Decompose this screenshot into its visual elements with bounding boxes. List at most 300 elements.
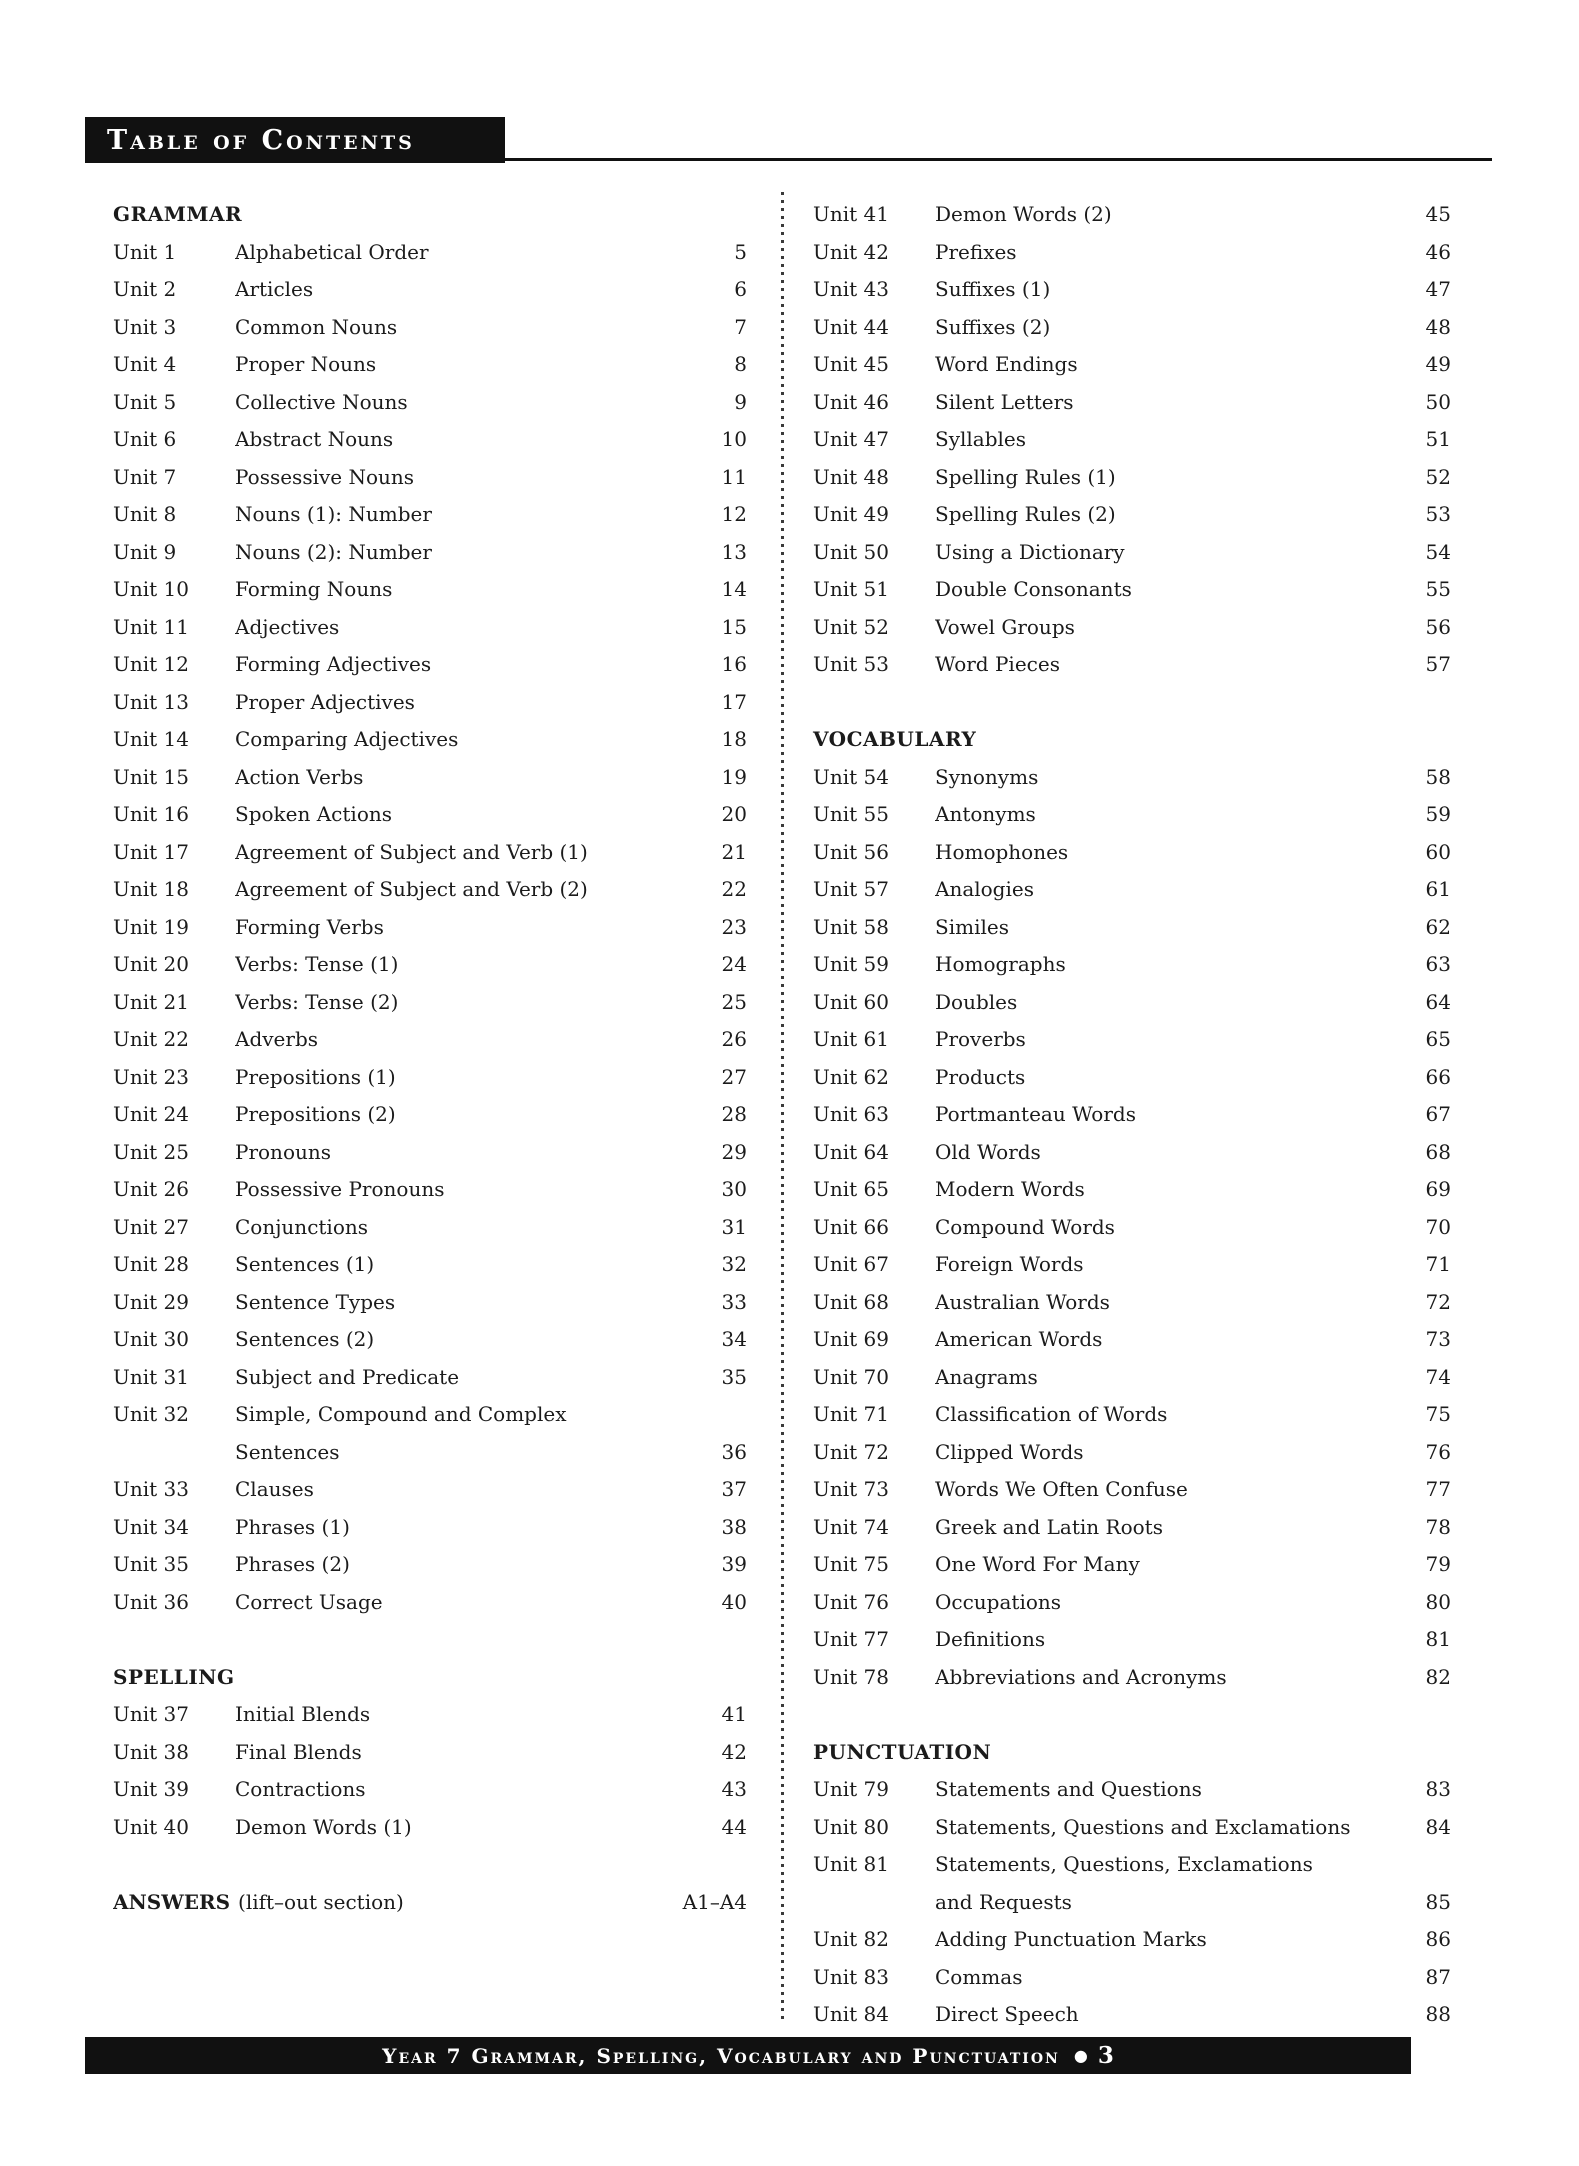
page-number: 9	[734, 389, 747, 414]
unit-label: Unit 2	[113, 277, 177, 301]
unit-label: Unit 5	[113, 389, 177, 414]
toc-entry	[813, 309, 1451, 347]
entry-title: Word Endings	[935, 352, 1078, 376]
unit-label: Unit 44	[813, 314, 889, 339]
entry-title: Antonyms	[935, 802, 1036, 826]
unit-label: Unit 11	[113, 614, 189, 639]
unit-label: Unit 50	[813, 539, 889, 564]
unit-label: Unit 58	[813, 914, 889, 939]
page-number: 20	[721, 802, 747, 826]
page-number: 56	[1425, 614, 1451, 639]
page-number: 53	[1425, 502, 1451, 526]
entry-title: Agreement of Subject and Verb (1)	[235, 839, 588, 864]
footer-bullet-icon: ●	[1073, 2046, 1088, 2065]
unit-label: Unit 8	[113, 502, 177, 526]
unit-label: Unit 47	[813, 427, 889, 451]
entry-title: Collective Nouns	[235, 389, 408, 414]
page-number: 38	[721, 1514, 747, 1539]
page-number: 12	[721, 502, 747, 526]
unit-label: Unit 62	[813, 1064, 889, 1089]
toc-entry	[113, 1734, 747, 1772]
page-number: 43	[721, 1777, 747, 1801]
page-number: 54	[1425, 539, 1451, 564]
unit-label: Unit 21	[113, 989, 189, 1014]
unit-label: Unit 29	[113, 1289, 189, 1314]
unit-label: Unit 43	[813, 277, 889, 301]
toc-entry	[813, 496, 1451, 534]
entry-title: Suffixes (2)	[935, 314, 1051, 339]
toc-entry	[813, 1846, 1451, 1884]
page-number: 73	[1425, 1327, 1451, 1351]
toc-entry	[813, 196, 1451, 234]
toc-entry	[813, 1884, 1451, 1922]
page-number: 74	[1425, 1364, 1451, 1389]
entry-title: Final Blends	[235, 1739, 362, 1764]
page-number: 17	[721, 689, 747, 714]
page-number: 83	[1425, 1777, 1451, 1801]
toc-entry	[813, 459, 1451, 497]
unit-label: Unit 31	[113, 1364, 189, 1389]
toc-entry	[813, 1546, 1451, 1584]
unit-label: Unit 83	[813, 1964, 889, 1989]
unit-label: Unit 6	[113, 427, 177, 451]
answers-title: ANSWERS	[113, 1889, 231, 1914]
unit-label: Unit 25	[113, 1139, 189, 1164]
page-number: 62	[1425, 914, 1451, 939]
unit-label: Unit 78	[813, 1664, 889, 1689]
unit-label: Unit 76	[813, 1589, 889, 1614]
toc-entry	[813, 1584, 1451, 1622]
page-number: 48	[1425, 314, 1451, 339]
page-number: 58	[1425, 764, 1451, 789]
entry-title: Products	[935, 1064, 1026, 1089]
unit-label: Unit 72	[813, 1439, 889, 1464]
entry-title: Anagrams	[935, 1364, 1038, 1389]
page-number: 65	[1425, 1027, 1451, 1051]
unit-label: Unit 19	[113, 914, 189, 939]
page-number: 45	[1425, 202, 1451, 226]
page-number: 46	[1425, 239, 1451, 264]
toc-entry	[813, 534, 1451, 572]
toc-entry	[113, 459, 747, 497]
page-footer	[85, 2037, 1411, 2074]
unit-label: Unit 7	[113, 464, 177, 489]
column-divider	[781, 192, 784, 2024]
entry-title: Statements, Questions and Exclamations	[935, 1814, 1351, 1839]
entry-title: Action Verbs	[235, 764, 364, 789]
toc-entry	[113, 1134, 747, 1172]
entry-title: Articles	[235, 277, 314, 301]
page-number: 88	[1425, 2002, 1451, 2026]
toc-entry	[813, 1059, 1451, 1097]
toc-entry	[113, 1771, 747, 1809]
page-number: 77	[1425, 1477, 1451, 1501]
toc-entry	[113, 421, 747, 459]
toc-entry	[813, 871, 1451, 909]
entry-title: Common Nouns	[235, 314, 398, 339]
entry-title: Conjunctions	[235, 1214, 369, 1239]
toc-entry	[113, 271, 747, 309]
toc-entry	[113, 646, 747, 684]
entry-title: Spelling Rules (2)	[935, 502, 1116, 526]
page-number: 29	[721, 1139, 747, 1164]
toc-entry	[113, 1246, 747, 1284]
page-number: 57	[1425, 652, 1451, 676]
toc-entry	[113, 1696, 747, 1734]
toc-entry	[813, 1359, 1451, 1397]
entry-title: Possessive Pronouns	[235, 1177, 445, 1201]
toc-entry	[813, 1134, 1451, 1172]
entry-title: Proper Nouns	[235, 352, 377, 376]
answers-row	[113, 1884, 747, 1922]
unit-label: Unit 51	[813, 577, 889, 601]
toc-entry	[113, 946, 747, 984]
unit-label: Unit 14	[113, 727, 189, 751]
page-number: 67	[1425, 1102, 1451, 1126]
page-number: 30	[721, 1177, 747, 1201]
toc-left-column	[113, 196, 747, 1921]
page-number: 32	[721, 1252, 747, 1276]
entry-title: Subject and Predicate	[235, 1364, 460, 1389]
section-heading-punctuation: PUNCTUATION	[813, 1739, 992, 1764]
page-number: 55	[1425, 577, 1451, 601]
toc-entry	[813, 796, 1451, 834]
entry-title: Word Pieces	[935, 652, 1060, 676]
toc-entry	[113, 309, 747, 347]
page-number: 22	[721, 877, 747, 901]
toc-entry	[113, 1359, 747, 1397]
toc-entry	[813, 1621, 1451, 1659]
entry-title: Prefixes	[935, 239, 1017, 264]
page-number: 19	[721, 764, 747, 789]
entry-title: Silent Letters	[935, 389, 1074, 414]
toc-entry	[813, 646, 1451, 684]
section-heading-grammar: GRAMMAR	[113, 202, 243, 226]
page-number: 68	[1425, 1139, 1451, 1164]
entry-title: Statements and Questions	[935, 1777, 1202, 1801]
page-number: 61	[1425, 877, 1451, 901]
toc-entry	[813, 909, 1451, 947]
toc-entry	[113, 1059, 747, 1097]
toc-entry	[813, 1396, 1451, 1434]
entry-title: Words We Often Confuse	[935, 1477, 1188, 1501]
entry-title: Correct Usage	[235, 1589, 383, 1614]
unit-label: Unit 46	[813, 389, 889, 414]
page-number: 76	[1425, 1439, 1451, 1464]
entry-title: Phrases (2)	[235, 1552, 350, 1576]
page-number: 16	[721, 652, 747, 676]
toc-entry	[813, 1771, 1451, 1809]
unit-label: Unit 68	[813, 1289, 889, 1314]
unit-label: Unit 64	[813, 1139, 889, 1164]
entry-title: and Requests	[935, 1889, 1072, 1914]
page-title: Table of Contents	[107, 124, 415, 156]
toc-entry	[813, 1246, 1451, 1284]
unit-label: Unit 60	[813, 989, 889, 1014]
entry-title: Syllables	[935, 427, 1027, 451]
unit-label: Unit 74	[813, 1514, 889, 1539]
entry-title: Abstract Nouns	[235, 427, 394, 451]
unit-label: Unit 73	[813, 1477, 889, 1501]
page-number: 64	[1425, 989, 1451, 1014]
entry-title: Adding Punctuation Marks	[935, 1927, 1207, 1951]
entry-title: Prepositions (2)	[235, 1102, 396, 1126]
unit-label: Unit 52	[813, 614, 889, 639]
unit-label: Unit 9	[113, 539, 177, 564]
toc-entry	[113, 1584, 747, 1622]
unit-label: Unit 79	[813, 1777, 889, 1801]
toc-entry	[113, 984, 747, 1022]
unit-label: Unit 45	[813, 352, 889, 376]
page-number: 49	[1425, 352, 1451, 376]
unit-label: Unit 3	[113, 314, 177, 339]
page-number: 87	[1425, 1964, 1451, 1989]
column-spacer	[113, 1846, 747, 1884]
entry-title: Foreign Words	[935, 1252, 1084, 1276]
page-number: 69	[1425, 1177, 1451, 1201]
unit-label: Unit 55	[813, 802, 889, 826]
toc-entry	[813, 1996, 1451, 2034]
toc-entry	[813, 609, 1451, 647]
page-number: 11	[721, 464, 747, 489]
page-number: 40	[721, 1589, 747, 1614]
page-number: 37	[721, 1477, 747, 1501]
page-number: 86	[1425, 1927, 1451, 1951]
toc-entry	[113, 496, 747, 534]
page-number: 85	[1425, 1889, 1451, 1914]
answers-note: (lift–out section)	[238, 1889, 404, 1914]
toc-entry	[113, 384, 747, 422]
page-number: 63	[1425, 952, 1451, 976]
entry-title: Analogies	[935, 877, 1034, 901]
entry-title: Demon Words (1)	[235, 1814, 412, 1839]
page-number: A1–A4	[682, 1889, 747, 1914]
page-number: 80	[1425, 1589, 1451, 1614]
unit-label: Unit 33	[113, 1477, 189, 1501]
toc-entry	[113, 721, 747, 759]
toc-entry	[113, 1809, 747, 1847]
page-number: 23	[721, 914, 747, 939]
toc-entry	[113, 1546, 747, 1584]
entry-title: Old Words	[935, 1139, 1041, 1164]
entry-title: Sentence Types	[235, 1289, 396, 1314]
toc-entry	[813, 421, 1451, 459]
page-number: 26	[721, 1027, 747, 1051]
unit-label: Unit 22	[113, 1027, 189, 1051]
page-number: 27	[721, 1064, 747, 1089]
entry-title: Nouns (2): Number	[235, 539, 432, 564]
unit-label: Unit 28	[113, 1252, 189, 1276]
entry-title: Phrases (1)	[235, 1514, 350, 1539]
toc-entry	[813, 1959, 1451, 1997]
toc-entry	[813, 984, 1451, 1022]
toc-entry	[813, 384, 1451, 422]
entry-title: One Word For Many	[935, 1552, 1140, 1576]
unit-label: Unit 49	[813, 502, 889, 526]
unit-label: Unit 4	[113, 352, 177, 376]
entry-title: Using a Dictionary	[935, 539, 1125, 564]
unit-label: Unit 35	[113, 1552, 189, 1576]
page-number: 78	[1425, 1514, 1451, 1539]
page-number: 14	[721, 577, 747, 601]
toc-entry	[113, 1471, 747, 1509]
unit-label: Unit 48	[813, 464, 889, 489]
unit-label: Unit 13	[113, 689, 189, 714]
entry-title: Spoken Actions	[235, 802, 393, 826]
entry-title: Homographs	[935, 952, 1066, 976]
entry-title: Verbs: Tense (2)	[235, 989, 399, 1014]
toc-entry	[813, 1921, 1451, 1959]
unit-label: Unit 38	[113, 1739, 189, 1764]
page-number: 52	[1425, 464, 1451, 489]
entry-title: Possessive Nouns	[235, 464, 415, 489]
page-number: 34	[721, 1327, 747, 1351]
entry-title: Spelling Rules (1)	[935, 464, 1116, 489]
unit-label: Unit 56	[813, 839, 889, 864]
page-number: 75	[1425, 1402, 1451, 1426]
entry-title: Sentences (1)	[235, 1252, 375, 1276]
unit-label: Unit 71	[813, 1402, 889, 1426]
entry-title: Clauses	[235, 1477, 314, 1501]
unit-label: Unit 70	[813, 1364, 889, 1389]
unit-label: Unit 80	[813, 1814, 889, 1839]
unit-label: Unit 39	[113, 1777, 189, 1801]
column-spacer	[113, 1621, 747, 1659]
toc-entry	[113, 1509, 747, 1547]
entry-title: Portmanteau Words	[935, 1102, 1136, 1126]
entry-title: Forming Verbs	[235, 914, 384, 939]
unit-label: Unit 67	[813, 1252, 889, 1276]
unit-label: Unit 17	[113, 839, 189, 864]
toc-entry	[113, 796, 747, 834]
entry-title: Adjectives	[235, 614, 340, 639]
page-number: 28	[721, 1102, 747, 1126]
page-number: 81	[1425, 1627, 1451, 1651]
toc-entry	[113, 346, 747, 384]
footer-text: Year 7 Grammar, Spelling, Vocabulary and Punctuation	[382, 2043, 1060, 2068]
unit-label: Unit 41	[813, 202, 889, 226]
toc-entry	[813, 1434, 1451, 1472]
entry-title: Proverbs	[935, 1027, 1026, 1051]
unit-label: Unit 34	[113, 1514, 189, 1539]
toc-entry	[813, 1809, 1451, 1847]
page-number: 13	[721, 539, 747, 564]
unit-label: Unit 10	[113, 577, 189, 601]
page-number: 66	[1425, 1064, 1451, 1089]
toc-entry	[813, 1321, 1451, 1359]
toc-entry	[813, 1021, 1451, 1059]
entry-title: Abbreviations and Acronyms	[935, 1664, 1227, 1689]
toc-entry	[113, 1321, 747, 1359]
unit-label: Unit 32	[113, 1402, 189, 1426]
page-number: 44	[721, 1814, 747, 1839]
page-number: 79	[1425, 1552, 1451, 1576]
entry-title: Nouns (1): Number	[235, 502, 432, 526]
toc-entry	[813, 1171, 1451, 1209]
footer-page-number: 3	[1097, 2042, 1114, 2069]
page-number: 18	[721, 727, 747, 751]
page-number: 59	[1425, 802, 1451, 826]
entry-title: Sentences	[235, 1439, 340, 1464]
page-number: 42	[721, 1739, 747, 1764]
entry-title: American Words	[935, 1327, 1103, 1351]
entry-title: Compound Words	[935, 1214, 1115, 1239]
entry-title: Initial Blends	[235, 1702, 371, 1726]
unit-label: Unit 77	[813, 1627, 889, 1651]
page-number: 50	[1425, 389, 1451, 414]
unit-label: Unit 61	[813, 1027, 889, 1051]
entry-title: Statements, Questions, Exclamations	[935, 1852, 1313, 1876]
toc-entry	[113, 1171, 747, 1209]
unit-label: Unit 53	[813, 652, 889, 676]
page-number: 71	[1425, 1252, 1451, 1276]
page-number: 82	[1425, 1664, 1451, 1689]
unit-label: Unit 54	[813, 764, 889, 789]
entry-title: Greek and Latin Roots	[935, 1514, 1163, 1539]
unit-label: Unit 40	[113, 1814, 189, 1839]
page-number: 8	[734, 352, 747, 376]
entry-title: Alphabetical Order	[235, 239, 429, 264]
unit-label: Unit 27	[113, 1214, 189, 1239]
page-number: 25	[721, 989, 747, 1014]
unit-label: Unit 12	[113, 652, 189, 676]
unit-label: Unit 63	[813, 1102, 889, 1126]
entry-title: Synonyms	[935, 764, 1039, 789]
entry-title: Simple, Compound and Complex	[235, 1402, 567, 1426]
unit-label: Unit 42	[813, 239, 889, 264]
toc-entry	[813, 1209, 1451, 1247]
toc-entry	[113, 571, 747, 609]
page-number: 39	[721, 1552, 747, 1576]
toc-entry	[113, 759, 747, 797]
unit-label: Unit 16	[113, 802, 189, 826]
toc-entry	[813, 759, 1451, 797]
page-number: 21	[721, 839, 747, 864]
page-number: 15	[721, 614, 747, 639]
entry-title: Demon Words (2)	[935, 202, 1112, 226]
entry-title: Pronouns	[235, 1139, 332, 1164]
unit-label: Unit 59	[813, 952, 889, 976]
toc-entry	[113, 909, 747, 947]
toc-entry	[113, 1284, 747, 1322]
toc-right-column	[813, 196, 1451, 2034]
toc-entry	[113, 1096, 747, 1134]
entry-title: Australian Words	[935, 1289, 1110, 1314]
page-number: 5	[734, 239, 747, 264]
page-number: 60	[1425, 839, 1451, 864]
toc-entry	[113, 234, 747, 272]
toc-entry	[813, 1284, 1451, 1322]
page-number: 51	[1425, 427, 1451, 451]
page-number: 35	[721, 1364, 747, 1389]
answers-label	[113, 1884, 683, 1922]
unit-label: Unit 65	[813, 1177, 889, 1201]
unit-label: Unit 15	[113, 764, 189, 789]
entry-title: Commas	[935, 1964, 1023, 1989]
unit-label: Unit 1	[113, 239, 177, 264]
unit-label: Unit 57	[813, 877, 889, 901]
toc-entry	[113, 609, 747, 647]
entry-title: Doubles	[935, 989, 1018, 1014]
page-number: 33	[721, 1289, 747, 1314]
page-number: 72	[1425, 1289, 1451, 1314]
toc-entry	[113, 1021, 747, 1059]
toc-entry	[813, 346, 1451, 384]
entry-title: Agreement of Subject and Verb (2)	[235, 877, 588, 901]
toc-entry	[813, 1471, 1451, 1509]
section-heading-vocabulary: VOCABULARY	[813, 727, 977, 751]
entry-title: Suffixes (1)	[935, 277, 1051, 301]
